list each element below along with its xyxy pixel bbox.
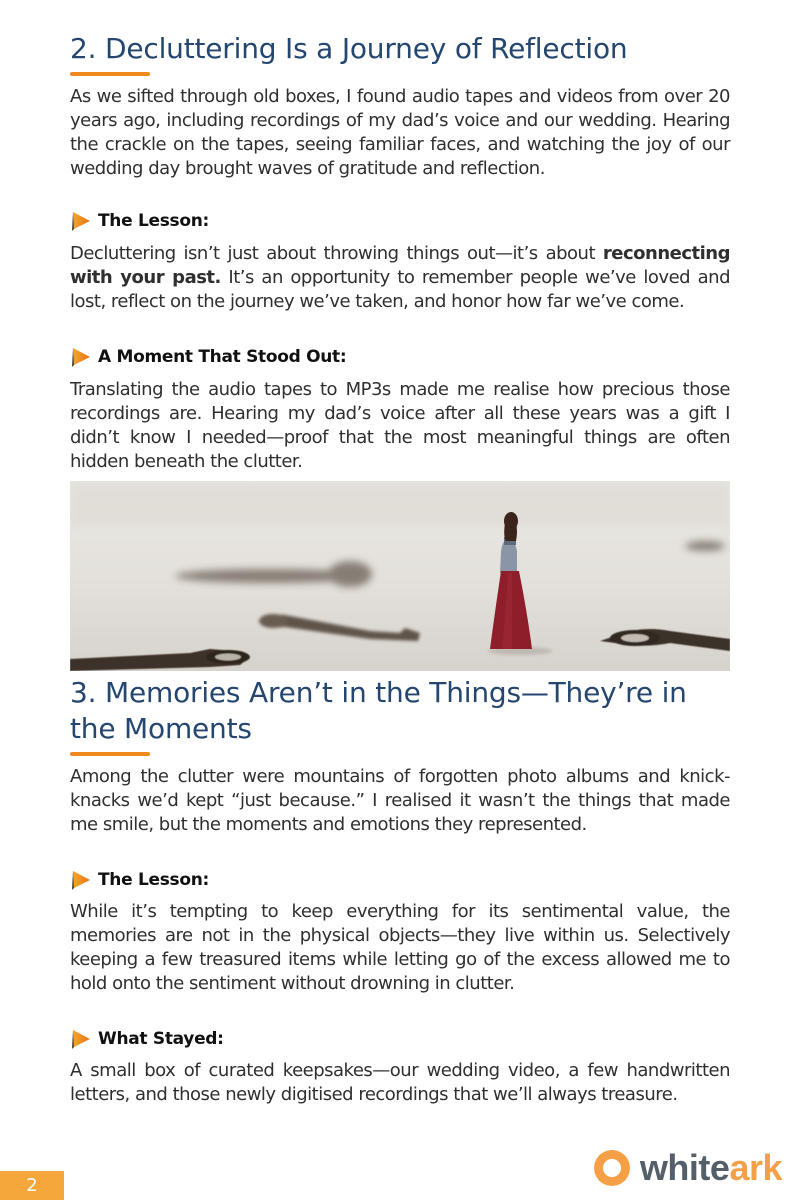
section-3-stayed-text: A small box of curated keepsakes—our wedding video, a few handwritten letters, and those newly digitised recordings that we’ll always treasure. [70,1060,730,1105]
arrow-bullet-icon [70,869,92,891]
section-2-moment-text: Translating the audio tapes to MP3s made me realise how precious those recordings are. Hearing my dad’s voice after all these years was a gift I didn’t know I needed—proof that the most meaningful things are often hidden beneath the clutter. [70,379,730,472]
section-2-moment-subheading [70,346,346,368]
page-number-badge: 2 [0,1171,64,1200]
lesson-text-emphasis: reconnecting with your past. [70,243,730,288]
logo-wordmark: whiteark [639,1147,782,1188]
whiteark-logo [592,1148,782,1188]
stayed-label: What Stayed: [98,1029,224,1049]
whiteark-logo-icon [592,1148,632,1188]
section-3-lesson-subheading [70,869,209,891]
lesson-text-end: It’s an opportunity to remember people we’ve loved and lost, reflect on the journey we’ve taken, and honor how far we’ve come. [70,267,730,312]
heading-underline [70,752,150,756]
section-2-lesson-subheading [70,210,209,232]
section-2 [70,31,730,76]
section-3-heading: 3. Memories Aren’t in the Things—They’re in the Moments [70,676,687,745]
moment-label: A Moment That Stood Out: [98,347,347,367]
section-2-intro: As we sifted through old boxes, I found audio tapes and videos from over 20 years ago, including recordings of my dad’s voice and our wedding. Hearing the crackle on the tapes, seeing familiar faces, and watching the joy of our wedding day brought waves of gratitude and reflection. [70,86,730,179]
lesson-label: The Lesson: [98,870,210,890]
arrow-bullet-icon [70,210,92,232]
section-3-stayed-subheading [70,1028,224,1050]
section-2-lesson-text [70,242,730,314]
section-3-intro: Among the clutter were mountains of forgotten photo albums and knick-knacks we’d kept “just because.” I realised it wasn’t the things that made me smile, but the moments and emotions they represented. [70,766,730,835]
keys-woman-photo [70,481,730,671]
lesson-text-start: Decluttering isn’t just about throwing things out—it’s about [70,243,603,264]
lesson-label: The Lesson: [98,211,210,231]
arrow-bullet-icon [70,346,92,368]
arrow-bullet-icon [70,1028,92,1050]
heading-underline [70,72,150,76]
section-2-heading: 2. Decluttering Is a Journey of Reflection [70,32,628,65]
section-3 [70,675,730,756]
section-3-lesson-text: While it’s tempting to keep everything for its sentimental value, the memories are not in the physical objects—they live within us. Selectively keeping a few treasured items while letting go of the excess allowed me to hold onto the sentiment without drowning in clutter. [70,901,730,994]
